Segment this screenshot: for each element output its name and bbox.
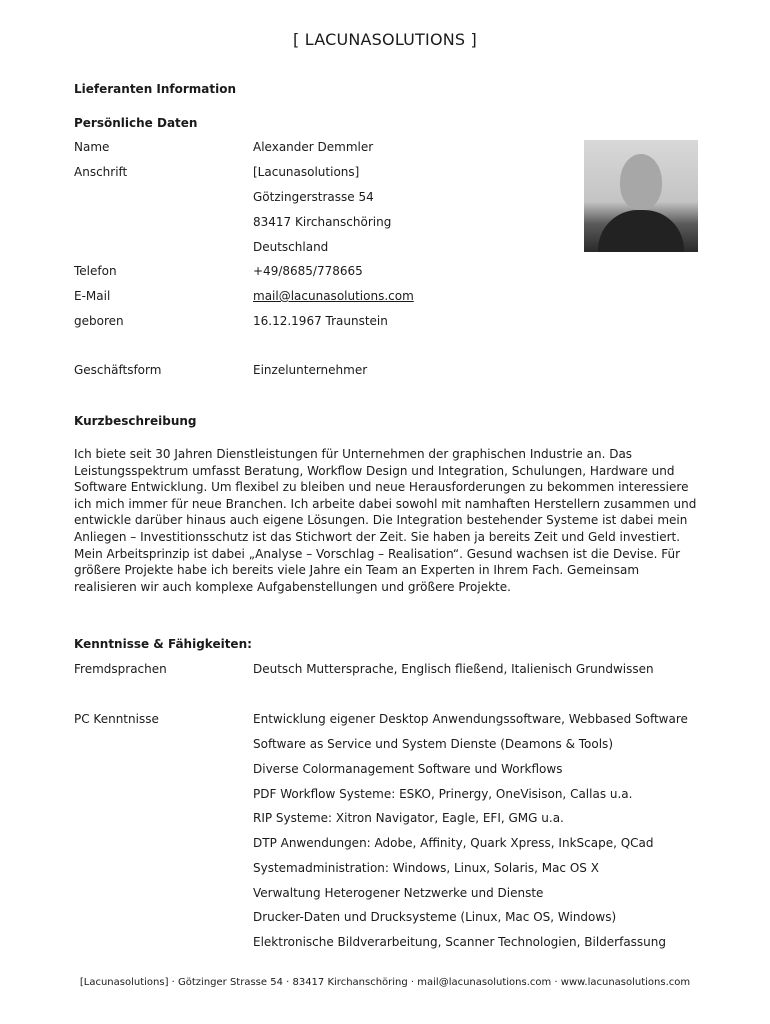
personal-data-heading: Persönliche Daten <box>74 116 198 130</box>
pc-skills-label: PC Kenntnisse <box>74 712 159 726</box>
pc-skill-item: Verwaltung Heterogener Netzwerke und Dienste <box>253 886 544 900</box>
pc-skill-item: PDF Workflow Systeme: ESKO, Prinergy, OneVisison, Callas u.a. <box>253 787 633 801</box>
email-link[interactable]: mail@lacunasolutions.com <box>253 289 414 303</box>
address-line: 83417 Kirchanschöring <box>253 215 392 229</box>
business-form-label: Geschäftsform <box>74 363 162 377</box>
name-value: Alexander Demmler <box>253 140 374 154</box>
languages-label: Fremdsprachen <box>74 662 167 676</box>
languages-value: Deutsch Muttersprache, Englisch fließend, Italienisch Grundwissen <box>253 662 654 676</box>
pc-skill-item: Drucker-Daten und Drucksysteme (Linux, Mac OS, Windows) <box>253 910 617 924</box>
business-form-value: Einzelunternehmer <box>253 363 368 377</box>
name-label: Name <box>74 140 110 154</box>
profile-photo <box>584 140 698 252</box>
skills-heading: Kenntnisse & Fähigkeiten: <box>74 637 252 651</box>
pc-skill-item: Software as Service und System Dienste (Deamons & Tools) <box>253 737 613 751</box>
born-label: geboren <box>74 314 124 328</box>
summary-heading: Kurzbeschreibung <box>74 414 197 428</box>
email-label: E-Mail <box>74 289 111 303</box>
pc-skill-item: RIP Systeme: Xitron Navigator, Eagle, EFI, GMG u.a. <box>253 811 564 825</box>
document-title: [ LACUNASOLUTIONS ] <box>293 30 477 49</box>
pc-skill-item: Elektronische Bildverarbeitung, Scanner Technologien, Bilderfassung <box>253 935 666 949</box>
pc-skill-item: Diverse Colormanagement Software und Workflows <box>253 762 563 776</box>
pc-skill-item: Systemadministration: Windows, Linux, Solaris, Mac OS X <box>253 861 599 875</box>
photo-body <box>598 210 684 252</box>
address-line: Deutschland <box>253 240 329 254</box>
address-label: Anschrift <box>74 165 128 179</box>
photo-head <box>620 154 662 210</box>
summary-paragraph: Ich biete seit 30 Jahren Dienstleistungen für Unternehmen der graphischen Industrie an. Das Leistungsspektrum umfasst Beratung, Workflow Design und Integration, Schulungen, Hardware und Software Entwicklung. Um flexibel zu bleiben und neue Herausforderungen zu bekommen interessiere ich mich immer für neue Branchen. Ich arbeite dabei sowohl mit namhaften Herstellern zusammen und entwickle darüber hinaus auch eigene Lösungen. Die Integration bestehender Systeme ist dabei mein Anliegen – Investitionsschutz ist das Stichwort der Zeit. Sie haben ja bereits Zeit und Geld investiert. Mein Arbeitsprinzip ist dabei „Analyse – Vorschlag – Realisation“. Gesund wachsen ist die Devise. Für größere Projekte habe ich bereits viele Jahre ein Team an Experten in Ihrem Fach. Gemeinsam realisieren wir auch komplexe Aufgabenstellungen und größere Projekte. <box>74 447 697 594</box>
address-line: [Lacunasolutions] <box>253 165 360 179</box>
born-value: 16.12.1967 Traunstein <box>253 314 388 328</box>
supplier-info-heading: Lieferanten Information <box>74 82 237 96</box>
address-line: Götzingerstrasse 54 <box>253 190 374 204</box>
page-footer: [Lacunasolutions] · Götzinger Strasse 54 · 83417 Kirchanschöring · mail@lacunasolutions.com · www.lacunasolutions.com <box>79 977 691 988</box>
phone-value: +49/8685/778665 <box>253 264 363 278</box>
pc-skill-item: Entwicklung eigener Desktop Anwendungssoftware, Webbased Software <box>253 712 688 726</box>
pc-skill-item: DTP Anwendungen: Adobe, Affinity, Quark Xpress, InkScape, QCad <box>253 836 654 850</box>
phone-label: Telefon <box>74 264 117 278</box>
